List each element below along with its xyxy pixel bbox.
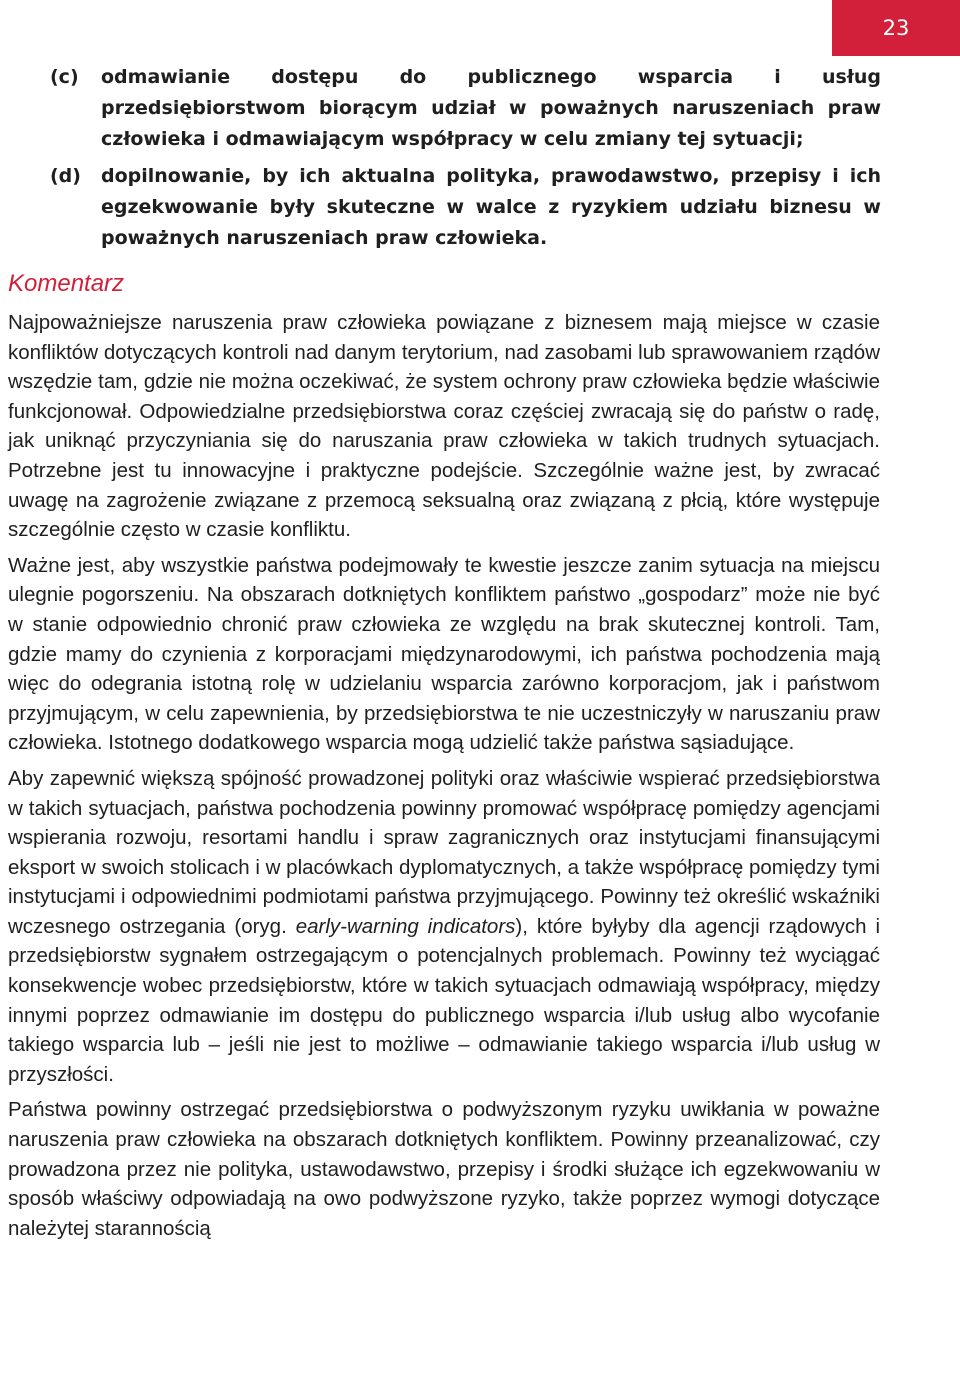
paragraph-italic-term: early-warning indicators xyxy=(295,914,516,938)
recommendation-list xyxy=(0,62,900,260)
paragraph-text: Aby zapewnić większą spójność prowadzonej polityki oraz właściwie wspierać przedsiębiorstwa w takich sytuacjach, państwa pochodzenia powinny promować współpracę pomiędzy agencjami wspierania rozwoju, resortami handlu i spraw zagranicznych oraz instytucjami finansującymi eksport w swoich stolicach i w placówkach dyplomatycznych, a także współpracę pomiędzy tymi instytucjami i odpowiednimi podmiotami państwa przyjmującego. Powinny też określić wskaźniki wczesnego ostrzegania (oryg. xyxy=(8,766,880,938)
list-item-letter: (c) xyxy=(50,66,79,88)
paragraph: Najpoważniejsze naruszenia praw człowieka powiązane z biznesem mają miejsce w czasie konfliktów dotyczących kontroli nad danym terytorium, nad zasobami lub sprawowaniem rządów wszędzie tam, gdzie nie można oczekiwać, że system ochrony praw człowieka będzie właściwie funkcjonował. Odpowiedzialne przedsiębiorstwa coraz częściej zwracają się do państw o radę, jak uniknąć przyczyniania się do naruszania praw człowieka w takich trudnych sytuacjach. Potrzebne jest tu innowacyjne i praktyczne podejście. Szczególnie ważne jest, by zwracać uwagę na zagrożenie związane z przemocą seksualną oraz związaną z płcią, które występuje szczególnie często w czasie konfliktu. xyxy=(8,311,880,542)
commentary-body xyxy=(8,308,880,1249)
page-number: 23 xyxy=(882,16,910,40)
list-item-text: dopilnowanie, by ich aktualna polityka, prawodawstwo, przepisy i ich egzekwowanie były skuteczne w walce z ryzykiem udziału biznesu w poważnych naruszeniach praw człowieka. xyxy=(101,165,881,249)
page-number-badge xyxy=(832,0,960,56)
list-item xyxy=(0,161,900,254)
paragraph-text: ), które byłyby dla agencji rządowych i przedsiębiorstw sygnałem ostrzegającym o potencjalnych problemach. Powinny też wyciągać konsekwencje wobec przedsiębiorstw, które w takich sytuacjach odmawiają współpracy, między innymi poprzez odmawianie im dostępu do publicznego wsparcia i/lub usług albo wycofanie takiego wsparcia lub – jeśli nie jest to możliwe – odmawianie takiego wsparcia i/lub usług w przyszłości. xyxy=(8,914,880,1086)
list-item-letter: (d) xyxy=(50,165,81,187)
paragraph: Ważne jest, aby wszystkie państwa podejmowały te kwestie jeszcze zanim sytuacja na miejscu ulegnie pogorszeniu. Na obszarach dotkniętych konfliktem państwo „gospodarz” może nie być w stanie odpowiednio chronić praw człowieka ze względu na brak skutecznej kontroli. Tam, gdzie mamy do czynienia z korporacjami międzynarodowymi, ich państwa pochodzenia mają więc do odegrania istotną rolę w udzielaniu wsparcia zarówno korporacjom, jak i państwom przyjmującym, w celu zapewnienia, by przedsiębiorstwa te nie uczestniczyły w naruszaniu praw człowieka. Istotnego dodatkowego wsparcia mogą udzielić także państwa sąsiadujące. xyxy=(8,553,880,755)
list-item xyxy=(0,62,900,155)
paragraph: Państwa powinny ostrzegać przedsiębiorstwa o podwyższonym ryzyku uwikłania w poważne naruszenia praw człowieka na obszarach dotkniętych konfliktem. Powinny przeanalizować, czy prowadzona przez nie polityka, ustawodawstwo, przepisy i środki służące ich egzekwowaniu w sposób właściwy odpowiadają na owo podwyższone ryzyko, także poprzez wymogi dotyczące należytej starannością xyxy=(8,1098,880,1240)
paragraph xyxy=(8,764,880,1090)
list-item-text: odmawianie dostępu do publicznego wsparcia i usług przedsiębiorstwom biorącym udział w poważnych naruszeniach praw człowieka i odmawiającym współpracy w celu zmiany tej sytuacji; xyxy=(101,66,881,150)
section-heading-komentarz: Komentarz xyxy=(8,270,125,297)
